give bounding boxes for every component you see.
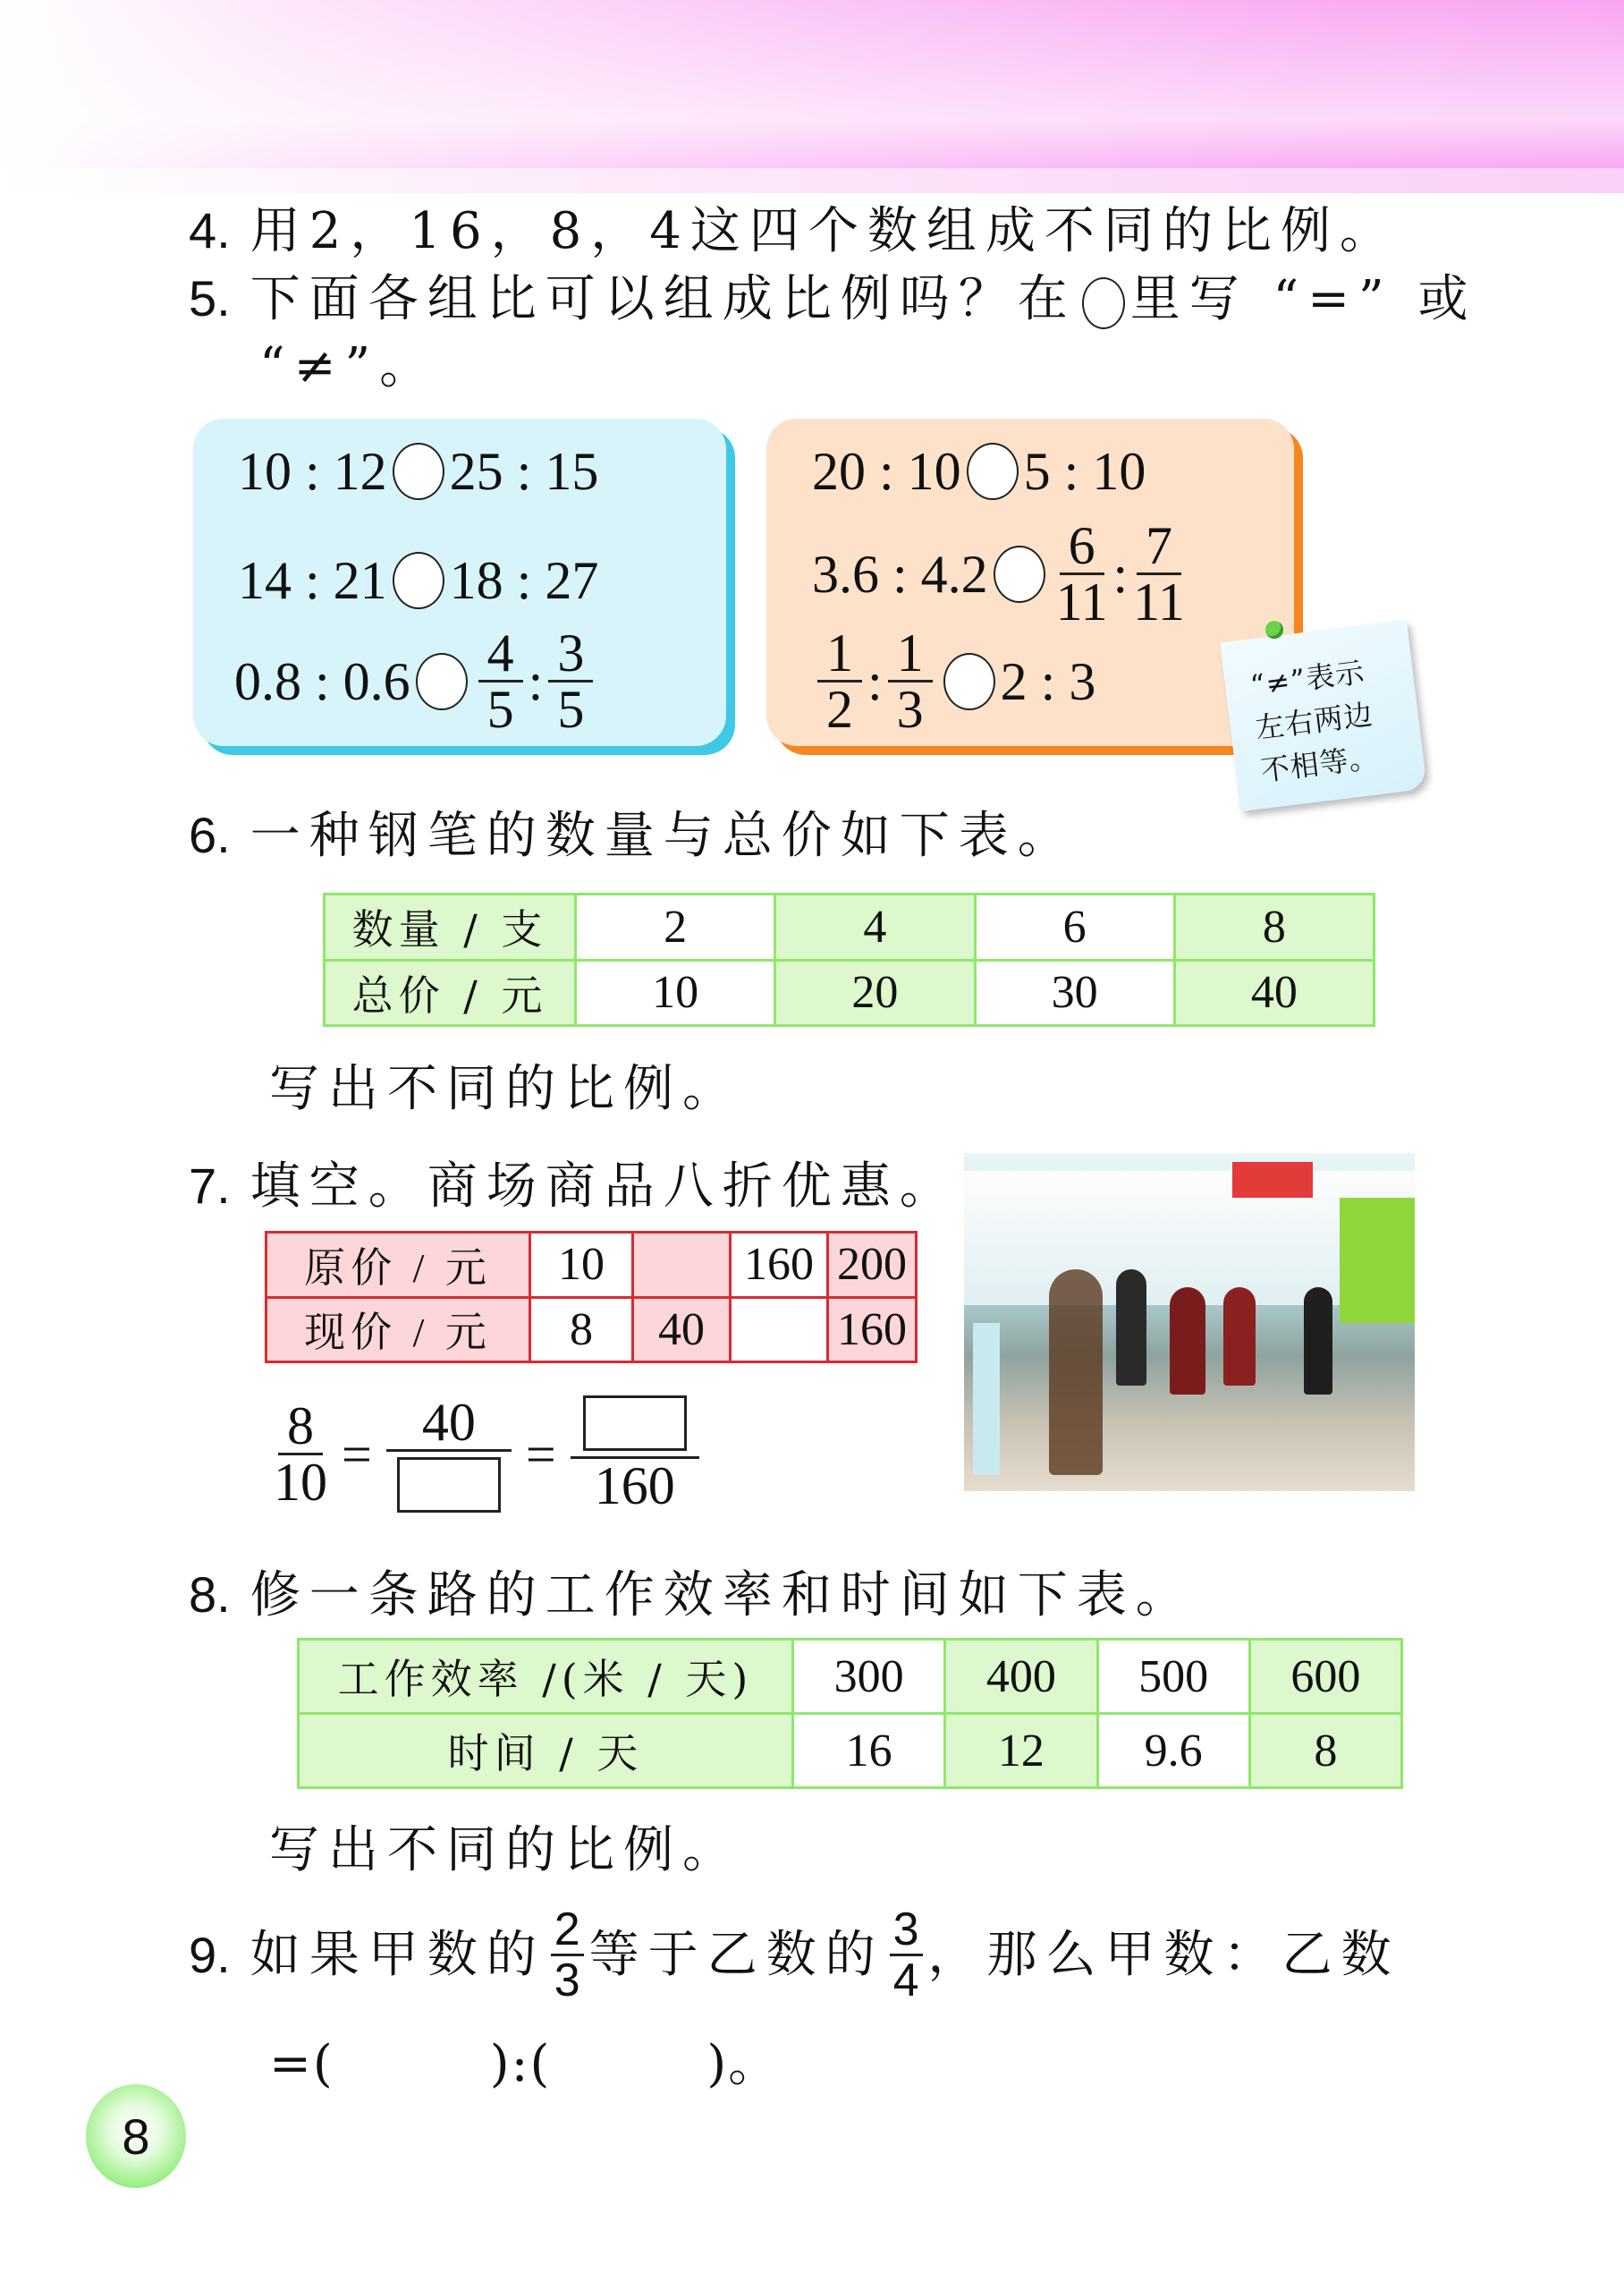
ratio-row xyxy=(238,440,598,503)
table-cell: 6 xyxy=(975,895,1174,961)
question-text: 修一条路的工作效率和时间如下表。 xyxy=(250,1566,1195,1624)
answer-blanks[interactable]: =( ):( )。 xyxy=(269,2035,781,2093)
person xyxy=(1116,1269,1146,1386)
table-cell: 10 xyxy=(576,960,775,1026)
walking-person xyxy=(1049,1269,1103,1475)
answer-box[interactable] xyxy=(583,1395,687,1451)
table-cell: 160 xyxy=(731,1233,828,1298)
answer-circle[interactable] xyxy=(943,653,995,710)
ratio-right: 18 : 27 xyxy=(449,551,599,610)
table-cell: 2 xyxy=(576,895,775,961)
question-number: 8. xyxy=(189,1566,231,1623)
row-label: 原价 / 元 xyxy=(266,1233,530,1298)
table-row xyxy=(299,1714,1402,1788)
ratio-right: 25 : 15 xyxy=(449,442,599,501)
table-row xyxy=(266,1233,917,1298)
question-text: 用2，16，8，4这四个数组成不同的比例。 xyxy=(250,202,1399,260)
answer-box[interactable] xyxy=(397,1457,501,1513)
row-label: 现价 / 元 xyxy=(266,1297,530,1362)
fraction: 40 xyxy=(386,1395,512,1513)
table-row xyxy=(299,1640,1402,1714)
table-cell: 20 xyxy=(775,960,975,1026)
person xyxy=(1170,1287,1205,1395)
question-text: 等于乙数的 xyxy=(588,1925,884,1984)
ratio-left: 3.6 : 4.2 xyxy=(812,544,988,604)
question-number: 5. xyxy=(189,270,231,326)
instruction-text: 写出不同的比例。 xyxy=(269,1821,741,1879)
table-cell: 160 xyxy=(828,1297,917,1362)
row-label: 总价 / 元 xyxy=(325,960,576,1026)
page-number-badge xyxy=(86,2084,186,2188)
ratio-row: $\frac{1}{2}$ : $\frac{1}{3}$ 2 : 3 xyxy=(812,626,1095,736)
fraction: $\frac{7}{11}$ xyxy=(1133,516,1185,632)
equals-sign: = xyxy=(525,1424,556,1484)
table-cell: 8 xyxy=(1249,1714,1401,1788)
fraction: $\frac{1}{3}$ xyxy=(888,626,933,736)
answer-circle[interactable] xyxy=(967,443,1019,500)
table-cell: 12 xyxy=(945,1714,1097,1788)
blank-cell[interactable] xyxy=(731,1297,828,1362)
fraction: $\frac{8}{10}$ xyxy=(274,1396,327,1512)
ratio-row: 0.8 : 0.6 $\frac{4}{5}$ : $\frac{3}{5}$ xyxy=(234,626,598,736)
answer-circle[interactable] xyxy=(994,546,1045,603)
ratio-left: 10 : 12 xyxy=(238,442,387,501)
ratio-row: 3.6 : 4.2 $\frac{6}{11}$ : $\frac{7}{11}$ xyxy=(812,516,1185,632)
table-cell: 200 xyxy=(828,1233,917,1298)
fraction-equation xyxy=(268,1395,705,1513)
table-cell: 4 xyxy=(775,895,975,961)
header-band xyxy=(0,0,1624,170)
note-line: “≠”表示 xyxy=(1248,655,1367,703)
header-strip xyxy=(0,168,1624,193)
kiosk xyxy=(973,1323,1000,1475)
question-6 xyxy=(189,807,1077,865)
question-5-cont xyxy=(259,338,438,395)
answer-circle[interactable] xyxy=(393,443,444,500)
answer-circle[interactable] xyxy=(393,552,444,609)
person xyxy=(1223,1287,1256,1386)
ratio-row xyxy=(238,549,598,612)
row-label: 数量 / 支 xyxy=(325,895,576,961)
person xyxy=(1304,1287,1332,1395)
pen-price-table xyxy=(323,893,1375,1027)
answer-circle[interactable] xyxy=(416,653,468,710)
question-text: “≠”。 xyxy=(259,337,439,395)
work-efficiency-table xyxy=(297,1638,1403,1789)
fraction: $\frac{3}{4}$ xyxy=(890,1905,923,2005)
table-cell: 400 xyxy=(945,1640,1097,1714)
ratio-right: 5 : 10 xyxy=(1023,442,1146,501)
question-number: 9. xyxy=(189,1926,231,1983)
question-text: 填空。商场商品八折优惠。 xyxy=(250,1157,959,1216)
table-cell: 8 xyxy=(1174,895,1374,961)
question-number: 7. xyxy=(189,1157,231,1214)
ratio-right: 2 : 3 xyxy=(1000,651,1096,711)
table-cell: 16 xyxy=(793,1714,945,1788)
row-label: 时间 / 天 xyxy=(299,1714,793,1788)
page-number: 8 xyxy=(122,2107,150,2165)
fraction: $\frac{2}{3}$ xyxy=(551,1905,584,2005)
equals-sign: = xyxy=(342,1424,372,1484)
question-number: 4. xyxy=(189,202,231,259)
fraction: $\frac{3}{5}$ xyxy=(548,626,593,736)
green-storefront xyxy=(1340,1198,1415,1323)
sticky-note xyxy=(1220,620,1427,811)
question-7 xyxy=(189,1157,959,1216)
table-cell: 500 xyxy=(1097,1640,1249,1714)
question-4 xyxy=(189,202,1399,260)
discount-table xyxy=(265,1231,918,1363)
question-5 xyxy=(189,270,1476,329)
blank-cell[interactable] xyxy=(633,1233,731,1298)
banner xyxy=(1232,1162,1313,1198)
store-photo xyxy=(964,1153,1415,1491)
table-cell: 40 xyxy=(1174,960,1374,1026)
table-cell: 40 xyxy=(633,1297,731,1362)
instruction-text: 写出不同的比例。 xyxy=(269,1060,741,1118)
table-cell: 8 xyxy=(530,1297,633,1362)
table-row xyxy=(325,960,1374,1026)
question-text: ，那么甲数：乙数 xyxy=(927,1925,1400,1984)
table-row xyxy=(325,895,1374,961)
table-row xyxy=(266,1297,917,1362)
question-text: 里写 “=” 或 xyxy=(1129,270,1477,328)
table-cell: 30 xyxy=(975,960,1174,1026)
ratio-left: 20 : 10 xyxy=(812,442,961,501)
fraction: $\frac{1}{2}$ xyxy=(817,626,862,736)
table-cell: 10 xyxy=(530,1233,633,1298)
table-cell: 600 xyxy=(1249,1640,1401,1714)
row-label: 工作效率 /(米 / 天) xyxy=(299,1640,793,1714)
ratio-left: 0.8 : 0.6 xyxy=(234,651,410,711)
ratio-left: 14 : 21 xyxy=(238,551,387,610)
table-cell: 300 xyxy=(793,1640,945,1714)
ratio-row xyxy=(812,440,1146,503)
question-text: 如果甲数的 xyxy=(250,1925,546,1984)
note-line: 左右两边 xyxy=(1253,697,1375,746)
question-8 xyxy=(189,1566,1195,1624)
question-9 xyxy=(189,1905,1400,2005)
question-text: 下面各组比可以组成比例吗？在 xyxy=(250,270,1077,328)
circle-icon xyxy=(1082,277,1125,329)
table-cell: 9.6 xyxy=(1097,1714,1249,1788)
note-line: 不相等。 xyxy=(1258,740,1381,788)
question-text: 一种钢笔的数量与总价如下表。 xyxy=(250,807,1077,865)
question-number: 6. xyxy=(189,807,231,863)
pushpin-icon xyxy=(1265,621,1283,639)
fraction: 160 xyxy=(571,1395,699,1513)
fraction: $\frac{6}{11}$ xyxy=(1055,516,1108,632)
fraction: $\frac{4}{5}$ xyxy=(478,626,523,736)
